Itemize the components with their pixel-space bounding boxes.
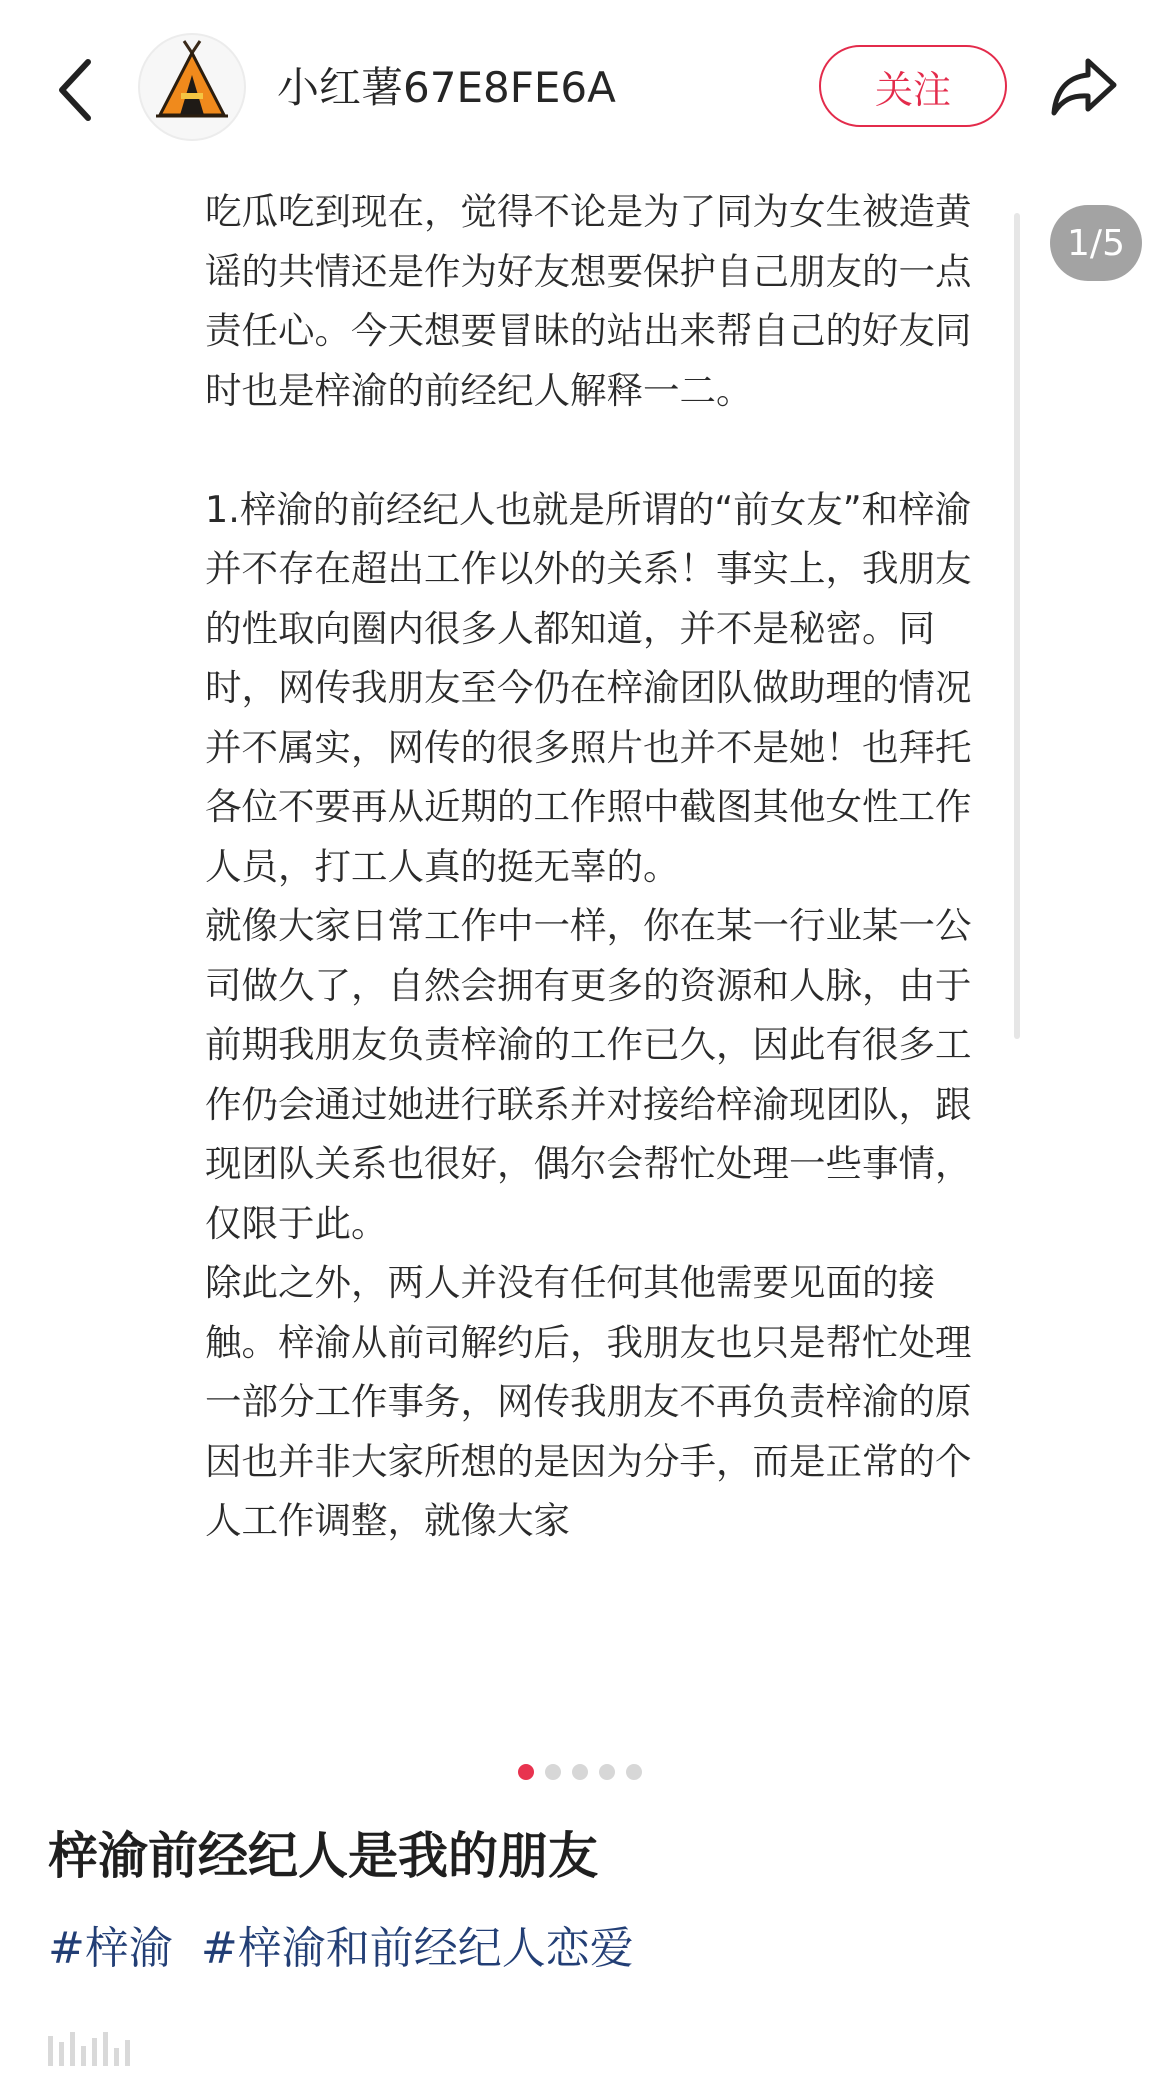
post-paragraph-blank	[205, 420, 980, 480]
carousel-dot[interactable]	[626, 1764, 642, 1780]
top-bar	[0, 0, 1170, 175]
follow-button[interactable]: 关注	[819, 45, 1007, 127]
post-title: 梓渝前经纪人是我的朋友	[48, 1827, 598, 1885]
note-image-slide[interactable]	[205, 182, 980, 1747]
post-paragraph: 1.梓渝的前经纪人也就是所谓的“前女友”和梓渝并不存在超出工作以外的关系！事实上，我朋友的性取向圈内很多人都知道，并不是秘密。同时，网传我朋友至今仍在梓渝团队做助理的情况并不属实，网传的很多照片也并不是她！也拜托各位不要再从近期的工作照中截图其他女性工作人员，打工人真的挺无辜的。	[205, 487, 972, 888]
carousel-dot[interactable]	[545, 1764, 561, 1780]
image-pager-badge: 1/5	[1050, 205, 1142, 281]
post-paragraph: 吃瓜吃到现在，觉得不论是为了同为女生被造黄谣的共情还是作为好友想要保护自己朋友的一点责任心。今天想要冒昧的站出来帮自己的好友同时也是梓渝的前经纪人解释一二。	[205, 190, 972, 412]
back-chevron-icon[interactable]	[48, 52, 108, 128]
tent-icon	[140, 35, 244, 139]
carousel-dot[interactable]	[572, 1764, 588, 1780]
hashtag-link[interactable]: #梓渝	[48, 1923, 173, 1974]
username[interactable]: 小红薯67E8FE6A	[277, 63, 616, 112]
slide-scrollbar[interactable]	[1014, 213, 1020, 1039]
hashtag-link[interactable]: #梓渝和前经纪人恋爱	[200, 1923, 634, 1974]
post-paragraph: 就像大家日常工作中一样，你在某一行业某一公司做久了，自然会拥有更多的资源和人脉，由于前期我朋友负责梓渝的工作已久，因此有很多工作仍会通过她进行联系并对接给梓渝现团队，跟现团队关系也很好，偶尔会帮忙处理一些事情，仅限于此。	[205, 904, 972, 1245]
carousel-dot[interactable]	[599, 1764, 615, 1780]
post-paragraph: 除此之外，两人并没有任何其他需要见面的接触。梓渝从前司解约后，我朋友也只是帮忙处理一部分工作事务，网传我朋友不再负责梓渝的原因也并非大家所想的是因为分手，而是正常的个人工作调整，就像大家	[205, 1261, 972, 1542]
carousel-dots[interactable]	[518, 1764, 642, 1780]
share-arrow-icon[interactable]	[1050, 55, 1118, 119]
tag-list	[48, 1918, 648, 1980]
carousel-dot-active[interactable]	[518, 1764, 534, 1780]
avatar[interactable]	[138, 33, 246, 141]
cut-off-content-edge	[48, 2032, 130, 2066]
